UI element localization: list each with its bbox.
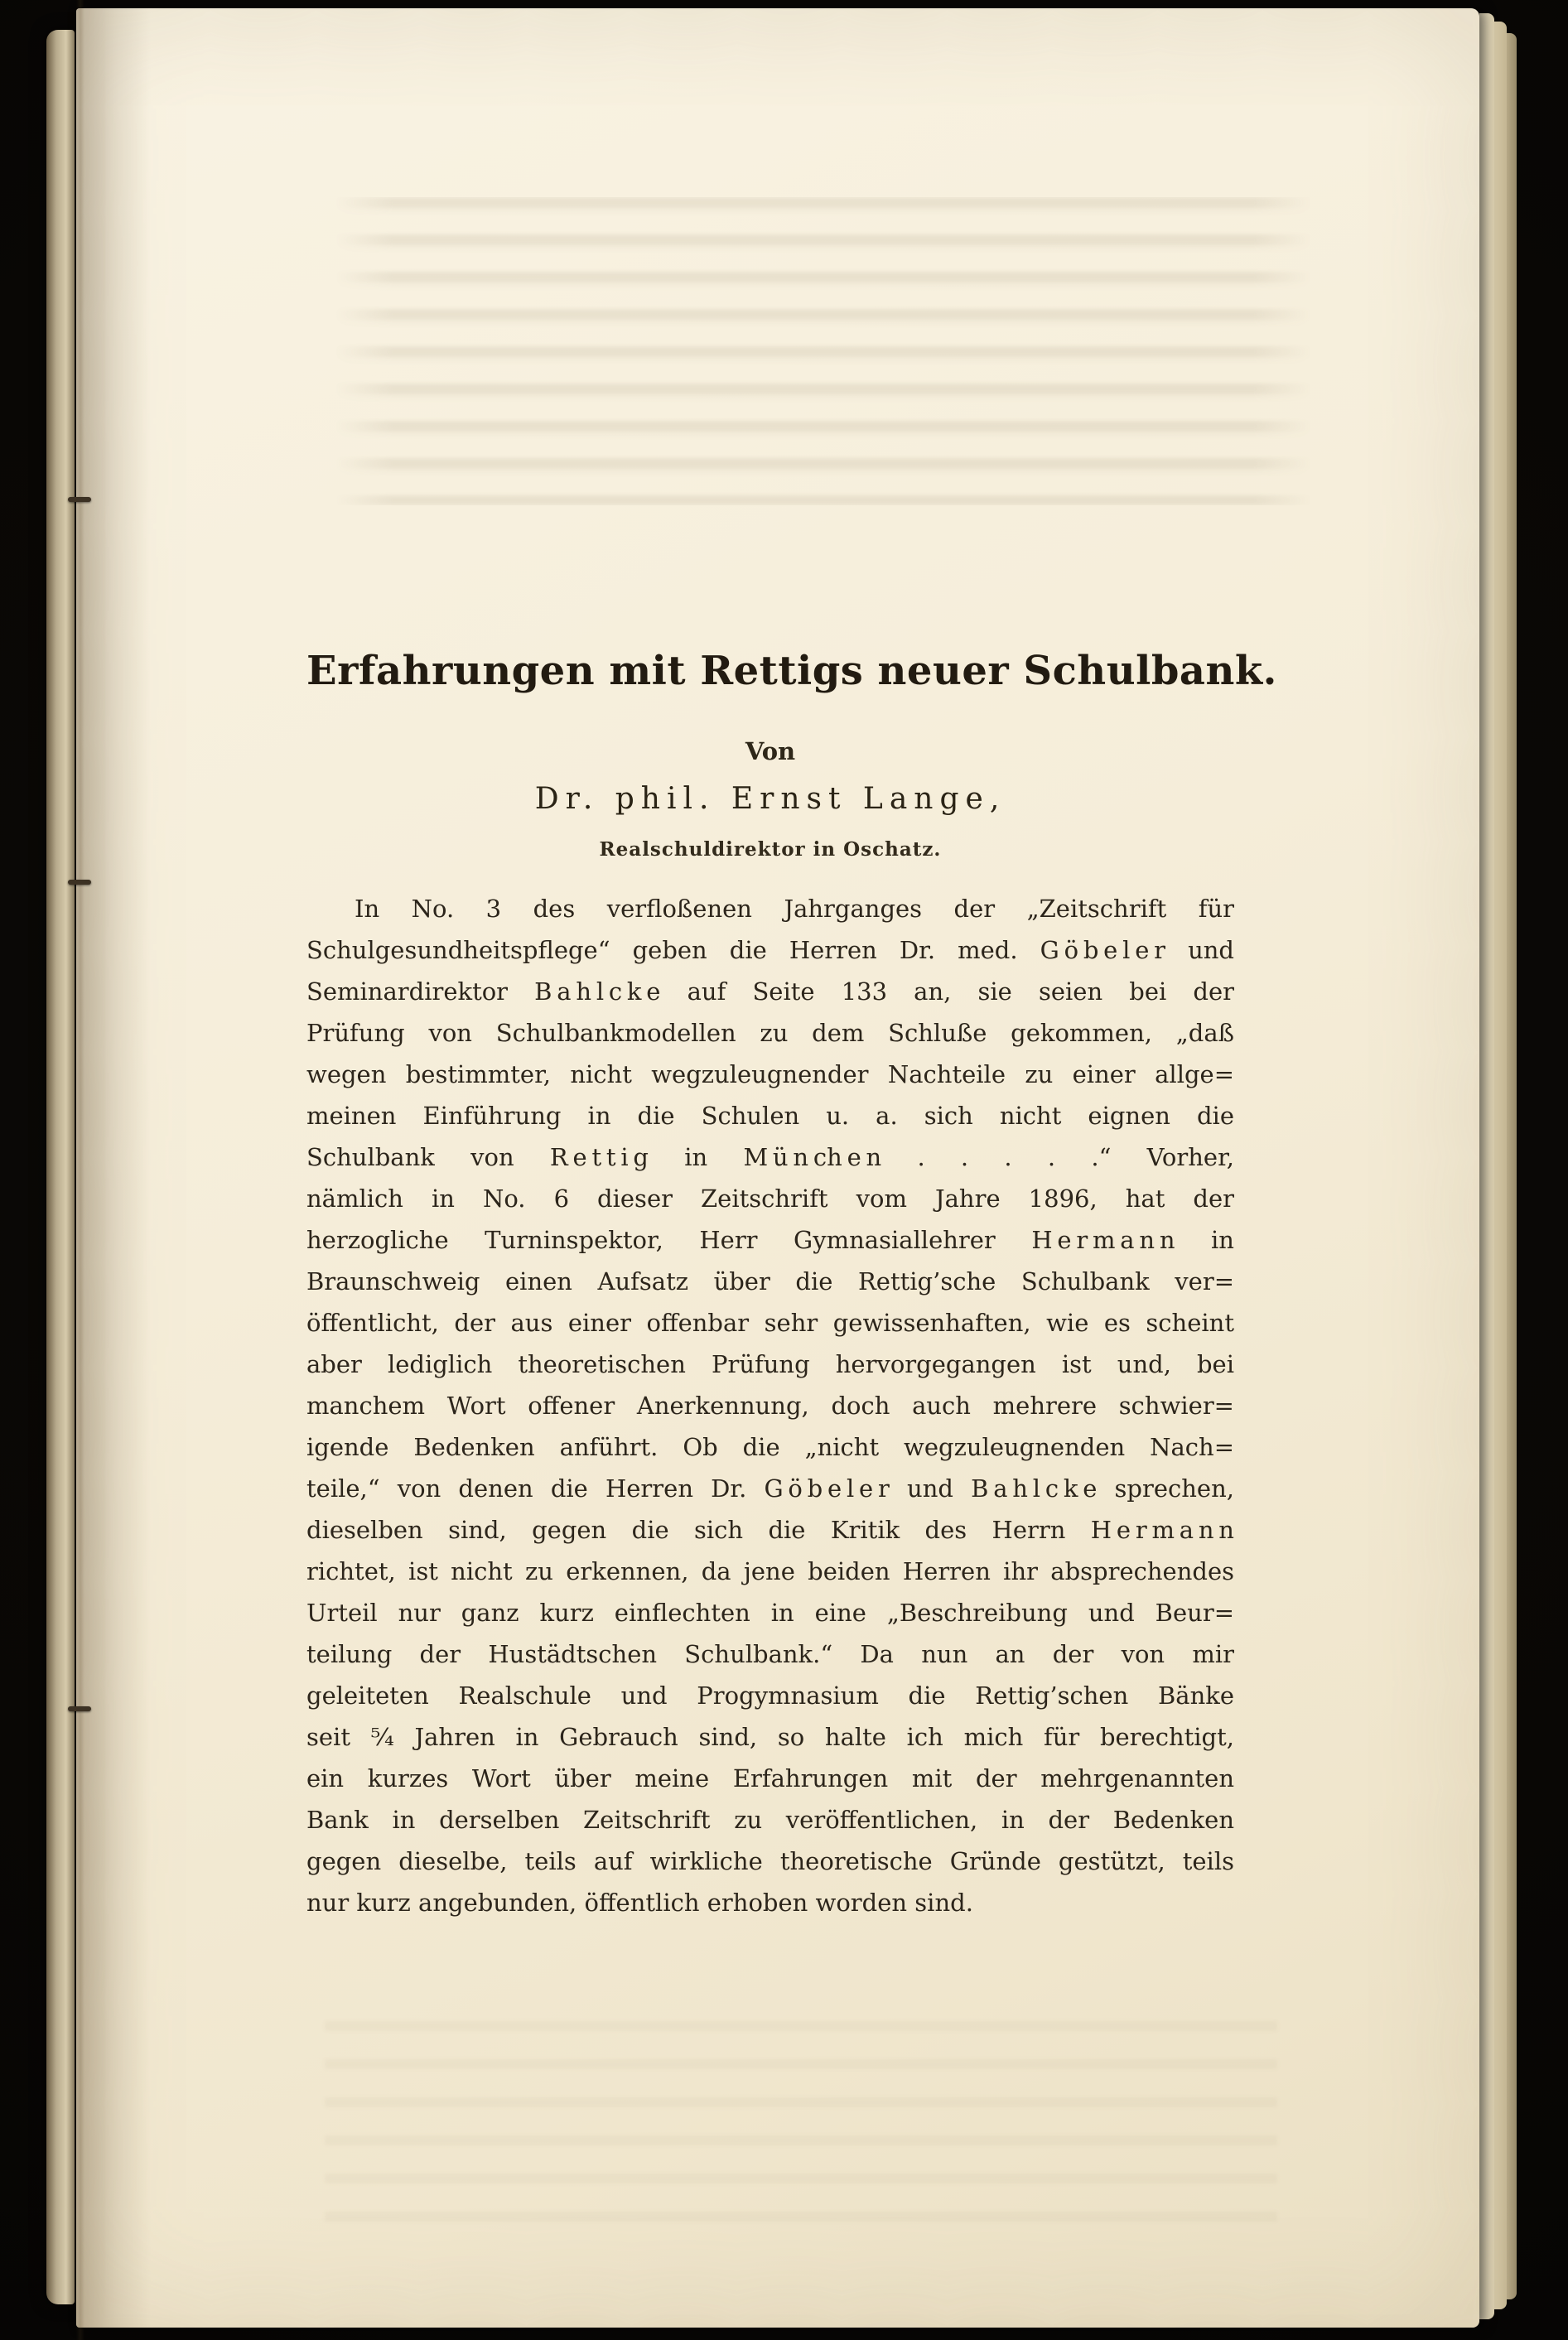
stitch-mark [68,1706,91,1711]
body-line: herzogliche Turninspektor, Herr Gymnasiallehrer H e r m a n n in [306,1226,1234,1254]
body-line: gegen dieselbe, teils auf wirkliche theoretische Gründe gestützt, teils [306,1847,1234,1875]
page-stack-edge [1494,22,1507,2309]
body-line: teilung der Hustädtschen Schulbank.“ Da nun an der von mir [306,1640,1234,1668]
body-line: Bank in derselben Zeitschrift zu veröffentlichen, in der Bedenken [306,1806,1234,1834]
binding-gutter-shadow [76,8,151,2328]
page-paper [76,8,1479,2328]
body-line: meinen Einführung in die Schulen u. a. sich nicht eignen die [306,1102,1234,1130]
body-line: nämlich in No. 6 dieser Zeitschrift vom Jahre 1896, hat der [306,1184,1234,1213]
body-line: geleiteten Realschule und Progymnasium die Rettig’schen Bänke [306,1681,1234,1710]
byline: Von [745,737,796,765]
ink-bleed-through-top [335,197,1312,505]
ink-bleed-through-bottom [325,2021,1277,2236]
body-line: igende Bedenken anführt. Ob die „nicht wegzuleugnenden Nach= [306,1433,1234,1461]
body-line: In No. 3 des verfloßenen Jahrganges der „Zeitschrift für [355,895,1234,923]
page-stack-edge [1507,33,1517,2299]
body-line: Braunschweig einen Aufsatz über die Rettig’sche Schulbank ver= [306,1267,1234,1295]
body-line: richtet, ist nicht zu erkennen, da jene beiden Herren ihr absprechendes [306,1557,1234,1585]
body-line: Prüfung von Schulbankmodellen zu dem Schluße gekommen, „daß [306,1019,1234,1047]
page-stack-edge [1479,13,1494,2319]
author-affiliation: Realschuldirektor in Oschatz. [599,838,942,861]
body-line: manchem Wort offener Anerkennung, doch auch mehrere schwier= [306,1392,1234,1420]
body-line: ein kurzes Wort über meine Erfahrungen mit der mehrgenannten [306,1764,1234,1792]
body-line: teile,“ von denen die Herren Dr. G ö b e l e r und B a h l c k e sprechen, [306,1474,1234,1503]
stitch-mark [68,497,91,502]
body-line: seit ⁵⁄₄ Jahren in Gebrauch sind, so halte ich mich für berechtigt, [306,1723,1234,1751]
body-line: aber lediglich theoretischen Prüfung hervorgegangen ist und, bei [306,1350,1234,1378]
body-line: Schulgesundheitspflege“ geben die Herren Dr. med. G ö b e l e r und [306,936,1234,964]
body-line: wegen bestimmter, nicht wegzuleugnender Nachteile zu einer allge= [306,1060,1234,1088]
author-name: Dr. phil. Ernst Lange, [534,782,1006,816]
facing-page-edge [46,30,75,2304]
body-line: nur kurz angebunden, öffentlich erhoben worden sind. [306,1889,973,1917]
stitch-mark [68,880,91,885]
page-title: Erfahrungen mit Rettigs neuer Schulbank. [306,648,1277,694]
body-paragraph [306,888,1234,1923]
body-line: Seminardirektor B a h l c k e auf Seite 133 an, sie seien bei der [306,977,1234,1006]
body-line: öffentlicht, der aus einer offenbar sehr gewissenhaften, wie es scheint [306,1309,1234,1337]
body-line: Urteil nur ganz kurz einflechten in eine „Beschreibung und Beur= [306,1599,1234,1627]
body-line: dieselben sind, gegen die sich die Kritik des Herrn H e r m a n n [306,1516,1234,1544]
body-line: Schulbank von R e t t i g in M ü n ch e n . . . . .“ Vorher, [306,1143,1234,1171]
binding-crease [76,0,84,2340]
